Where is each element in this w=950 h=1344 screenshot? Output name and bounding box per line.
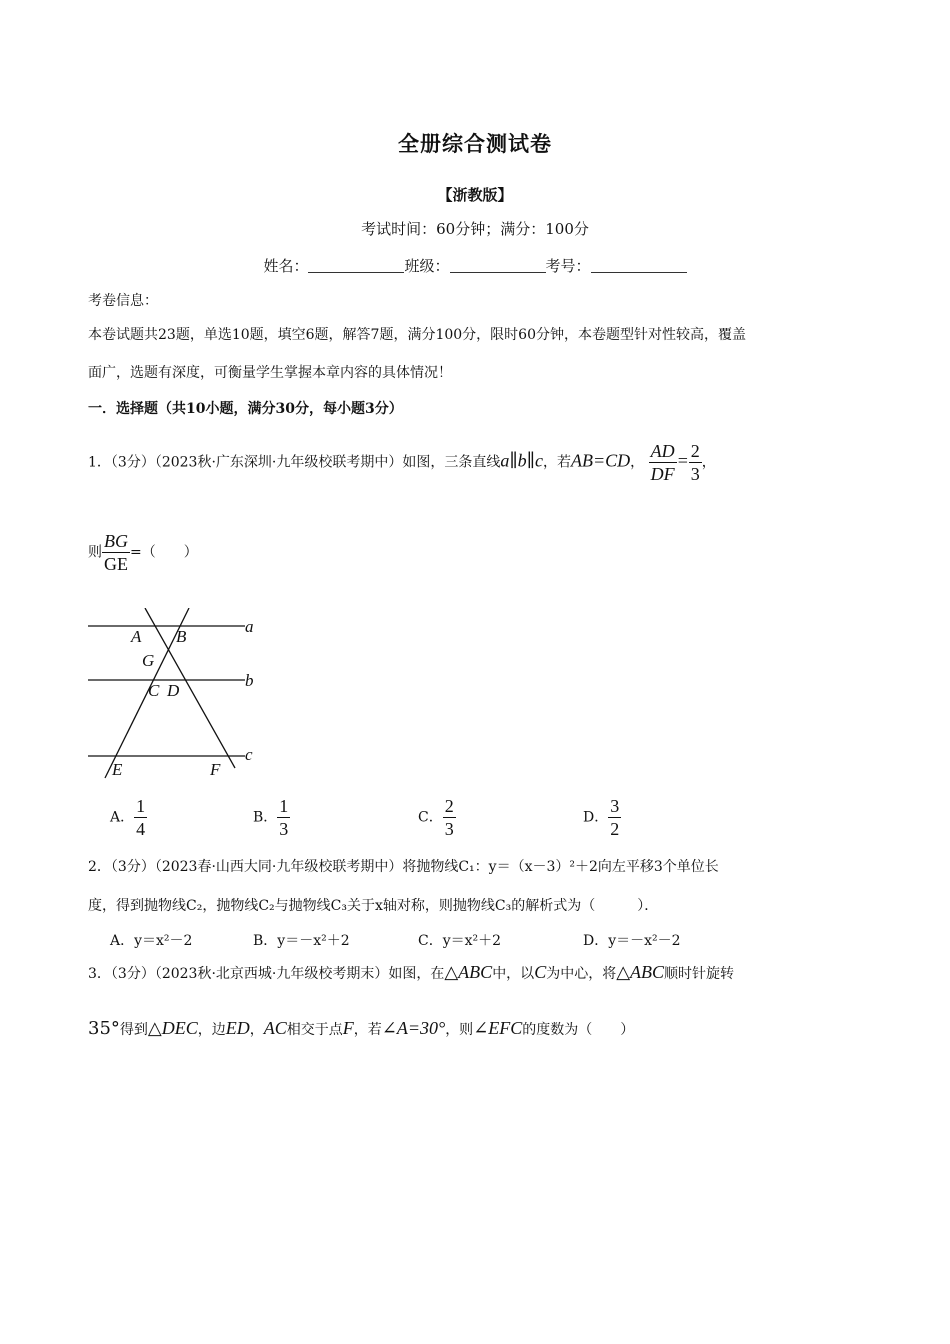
q3-l2g: 的度数为（ ） xyxy=(522,1022,635,1038)
label-D: D xyxy=(167,681,180,700)
section-heading: 一．选择题（共10小题，满分30分，每小题3分） xyxy=(88,401,403,417)
label-C: C xyxy=(148,681,160,700)
q3-tri2: △ABC xyxy=(616,962,665,982)
q2-option-d[interactable]: D．y＝－x²－2 xyxy=(583,933,681,949)
info-line-1: 本卷试题共23题，单选10题，填空6题，解答7题，满分100分，限时60分钟，本卷题型针对性较高，覆盖 xyxy=(88,327,746,343)
label-A: A xyxy=(131,627,142,646)
label-a: a xyxy=(245,617,254,636)
q1-ask-num: BG xyxy=(104,531,128,551)
label-B: B xyxy=(176,627,187,646)
q1-option-c[interactable] xyxy=(418,795,456,840)
q1-opt-a-den: 4 xyxy=(136,819,146,839)
q1-prefix: 1．（3分）（2023秋·广东深圳·九年级校联考期中）如图，三条直线 xyxy=(88,454,501,471)
q1-option-a[interactable] xyxy=(110,795,147,840)
q3-l2e: ，若 xyxy=(353,1022,382,1038)
q1-eq2: = xyxy=(676,450,689,471)
q1-eq: AB=CD xyxy=(570,450,631,471)
name-blank[interactable] xyxy=(308,257,404,273)
q1-ask-tail: =（ ） xyxy=(130,544,198,561)
q1-ask-fraction xyxy=(102,530,130,575)
info-heading: 考卷信息： xyxy=(88,293,158,309)
label-c: c xyxy=(245,745,253,764)
question-3-line-2 xyxy=(88,1018,634,1039)
q3-ed: ED xyxy=(225,1018,250,1038)
question-3-line-1 xyxy=(88,962,734,983)
q1-opt-d-label: D． xyxy=(583,809,609,826)
id-blank[interactable] xyxy=(591,257,687,273)
q1-opt-c-den: 3 xyxy=(444,819,454,839)
question-1-stem xyxy=(88,440,716,485)
q1-ruo: ，若 xyxy=(542,454,571,471)
question-2-line-2: 度，得到抛物线C₂，抛物线C₂与抛物线C₃关于x轴对称，则抛物线C₃的解析式为（ ）． xyxy=(88,898,659,914)
id-label: 考号： xyxy=(545,257,591,275)
q1-ratio-value xyxy=(689,440,702,485)
label-F: F xyxy=(210,760,221,779)
label-E: E xyxy=(112,760,123,779)
q1-value-num: 2 xyxy=(690,441,700,461)
name-label: 姓名： xyxy=(263,257,309,275)
q3-l1b: 中，以 xyxy=(492,966,535,982)
q1-opt-d-num: 3 xyxy=(610,796,620,816)
q1-opt-b-frac xyxy=(277,795,290,840)
q1-opt-b-label: B． xyxy=(253,809,278,826)
q1-opt-d-den: 2 xyxy=(610,819,620,839)
question-1-ask xyxy=(88,530,198,575)
q3-l1c: 为中心，将 xyxy=(546,966,617,982)
q1-opt-a-frac xyxy=(134,795,147,840)
q3-f: F xyxy=(342,1018,354,1038)
q1-opt-d-frac xyxy=(608,795,621,840)
q1-opt-b-num: 1 xyxy=(279,796,289,816)
q1-value-den: 3 xyxy=(690,464,700,484)
q1-opt-a-label: A． xyxy=(110,809,135,826)
q1-option-d[interactable] xyxy=(583,795,621,840)
exam-time: 考试时间：60分钟；满分：100分 xyxy=(361,220,589,238)
q2-option-a[interactable]: A．y＝x²－2 xyxy=(110,933,193,949)
q2-option-b[interactable]: B．y＝－x²＋2 xyxy=(253,933,350,949)
page-title: 全册综合测试卷 xyxy=(398,131,552,156)
q3-c: C xyxy=(534,962,547,982)
q3-tri3: △DEC xyxy=(147,1018,198,1038)
q1-comma: ， xyxy=(630,454,645,471)
q3-l2d: 相交于点 xyxy=(286,1022,343,1038)
q1-ze: 则 xyxy=(88,544,102,561)
class-label: 班级： xyxy=(404,257,450,275)
q1-ratio-ad-df xyxy=(649,440,677,485)
q3-l2a: 得到 xyxy=(119,1022,148,1038)
q1-ask-den: GE xyxy=(104,554,128,574)
q3-angle: ∠A=30° xyxy=(381,1018,446,1038)
q1-opt-c-label: C． xyxy=(418,809,443,826)
q3-deg: 35° xyxy=(88,1018,120,1039)
q3-l2b: ，边 xyxy=(197,1022,226,1038)
q1-opt-b-den: 3 xyxy=(279,819,289,839)
q3-ac: AC xyxy=(263,1018,287,1038)
q1-opt-a-num: 1 xyxy=(136,796,146,816)
q3-l1d: 顺时针旋转 xyxy=(664,966,735,982)
q1-opt-c-num: 2 xyxy=(444,796,454,816)
student-info-line xyxy=(0,255,950,276)
q1-ratio-den: DF xyxy=(650,464,675,484)
q1-opt-c-frac xyxy=(443,795,456,840)
info-line-2: 面广，选题有深度，可衡量学生掌握本章内容的具体情况！ xyxy=(88,365,452,381)
q1-tail: ， xyxy=(701,454,716,471)
question-2-line-1: 2．（3分）（2023春·山西大同·九年级校联考期中）将抛物线C₁：y＝（x－3）²＋2向左平移3个单位长 xyxy=(88,859,719,875)
label-b: b xyxy=(245,671,254,690)
q1-option-b[interactable] xyxy=(253,795,290,840)
q3-angle2: ∠EFC xyxy=(473,1018,523,1038)
q1-parallel: a∥b∥c xyxy=(500,450,543,471)
q1-ratio-num: AD xyxy=(650,441,675,461)
q2-option-c[interactable]: C．y＝x²＋2 xyxy=(418,933,502,949)
q3-tri1: △ABC xyxy=(444,962,493,982)
q3-l1a: 3．（3分）（2023秋·北京西城·九年级校考期末）如图，在 xyxy=(88,966,445,982)
class-blank[interactable] xyxy=(450,257,546,273)
q3-l2c: ， xyxy=(249,1022,264,1038)
q3-l2f: ，则 xyxy=(445,1022,474,1038)
edition-label: 【浙教版】 xyxy=(437,186,513,204)
q1-figure xyxy=(85,608,265,783)
label-G: G xyxy=(142,651,155,670)
